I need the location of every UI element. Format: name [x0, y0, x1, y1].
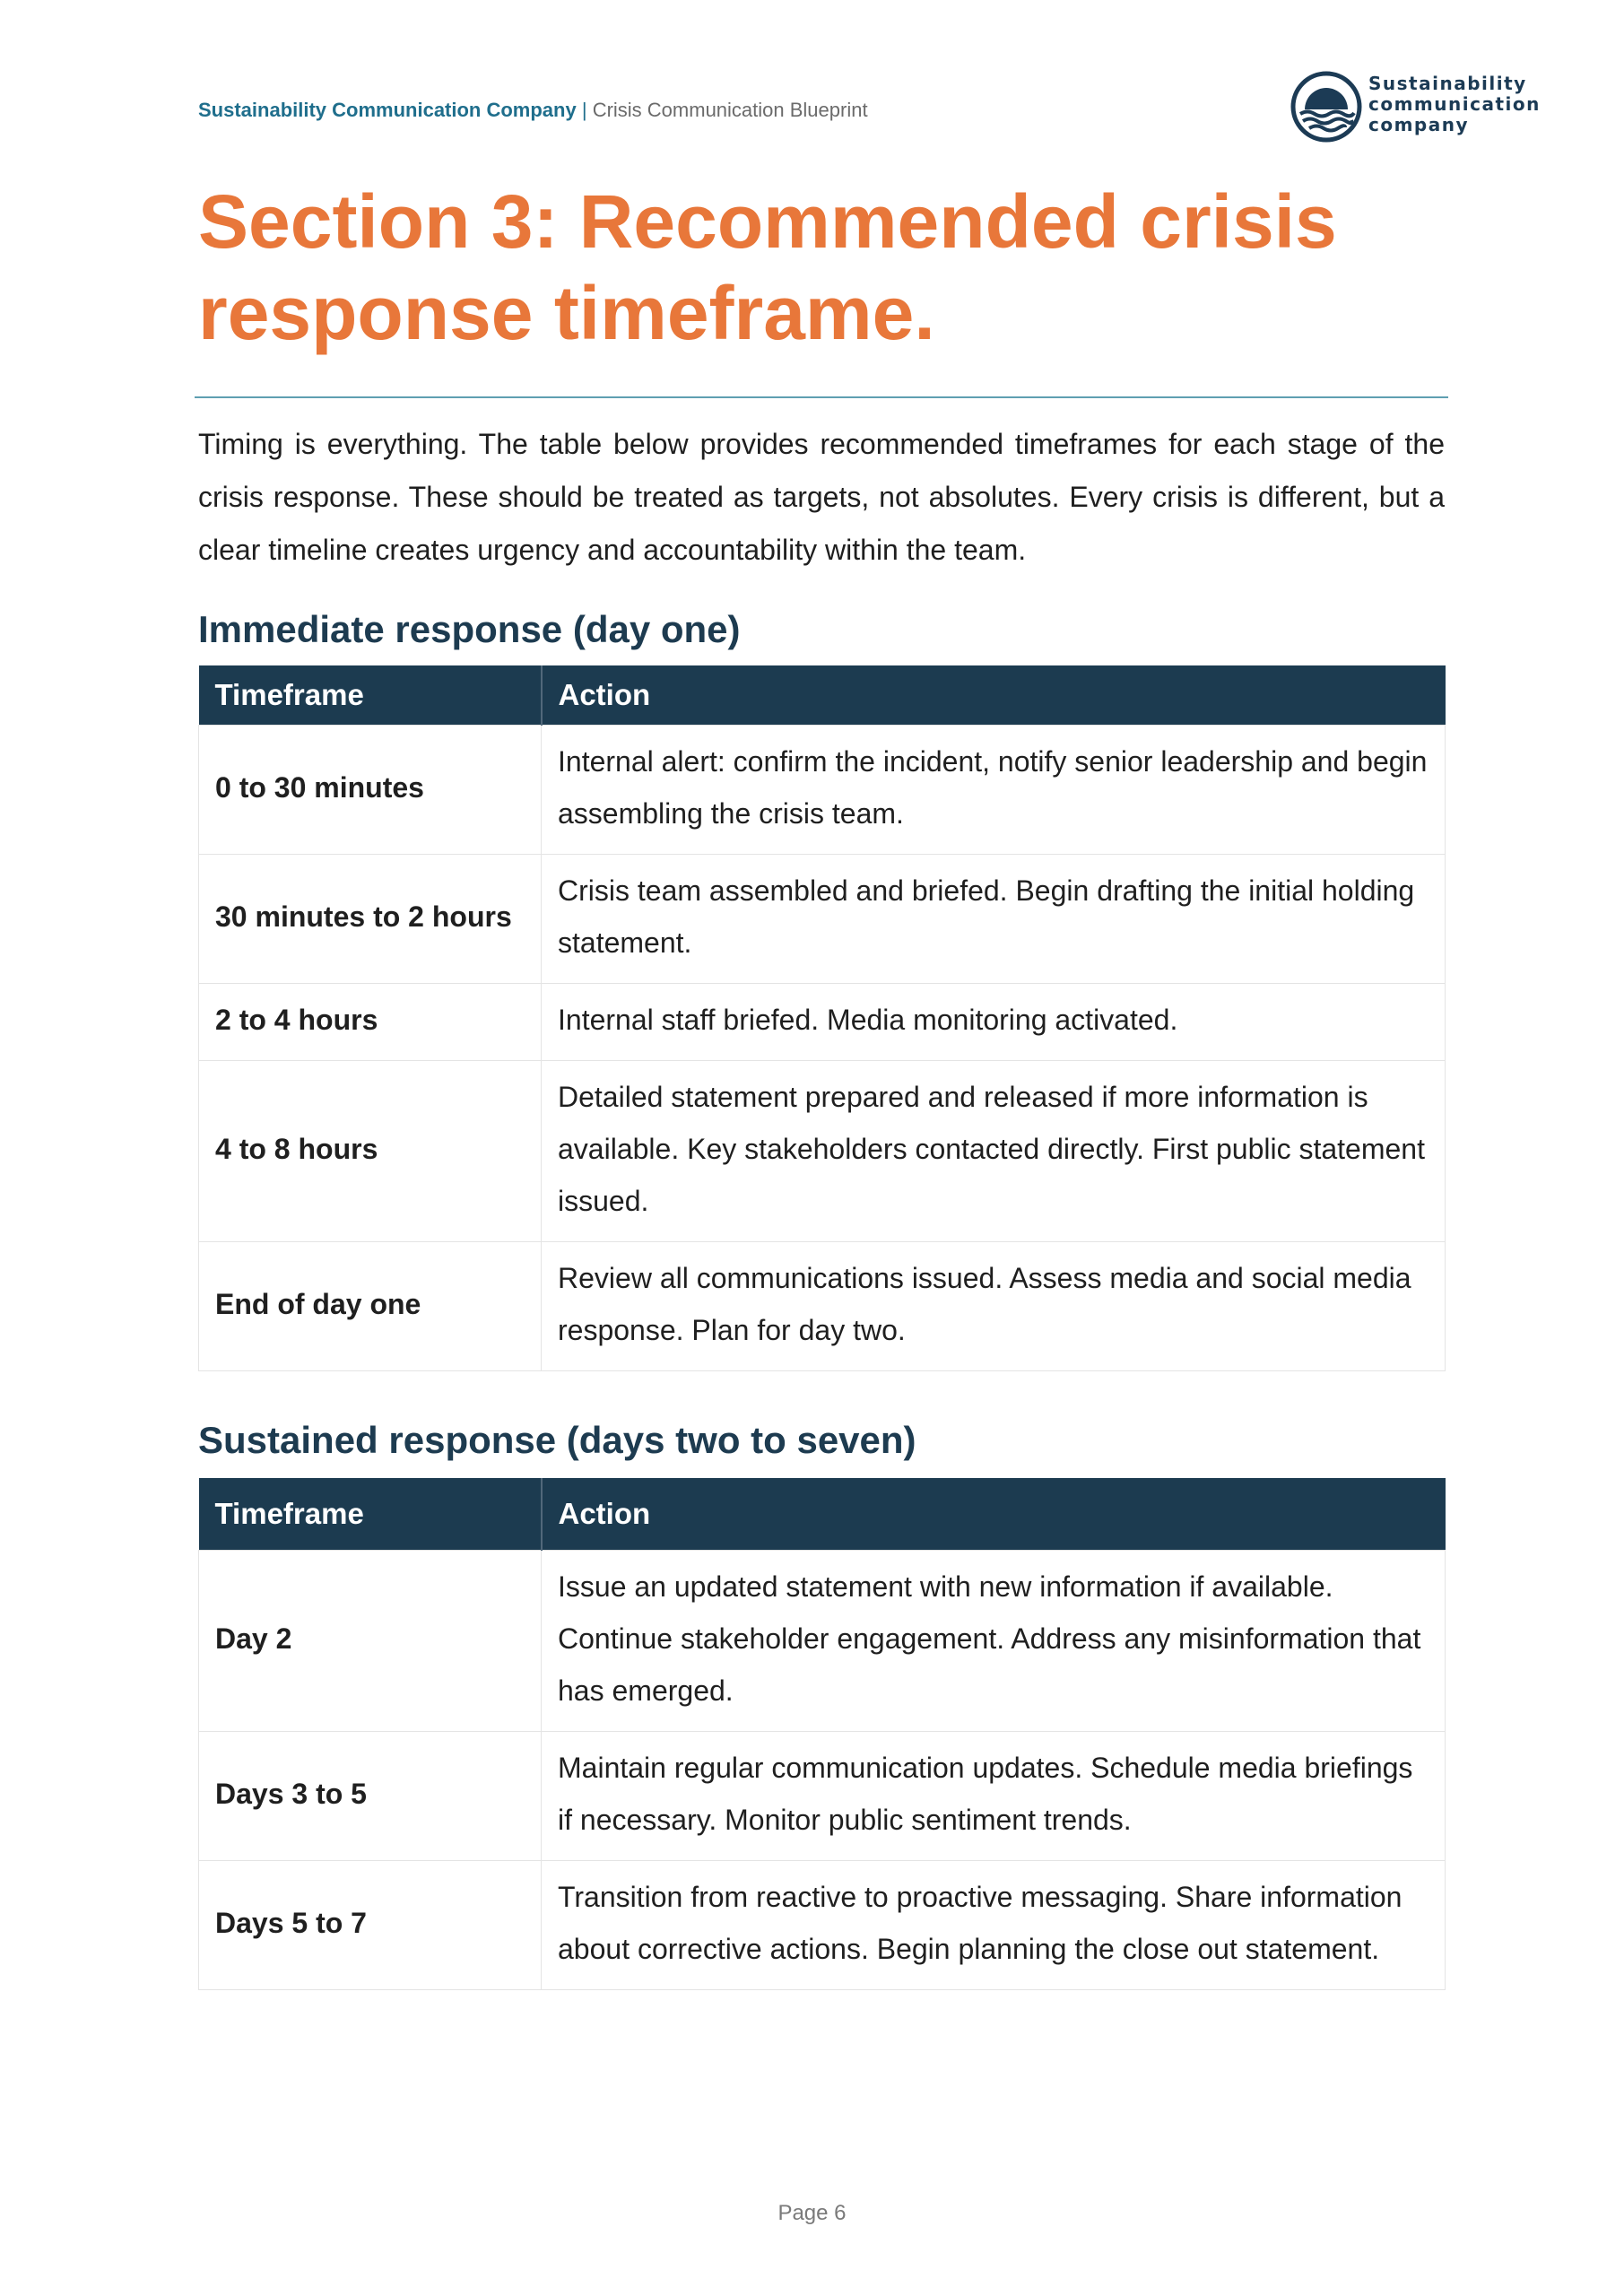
timeframe-cell: Day 2 — [199, 1551, 542, 1732]
section-heading-sustained: Sustained response (days two to seven) — [198, 1419, 916, 1461]
action-cell: Issue an updated statement with new information if available. Continue stakeholder engagement. Address any misinformation that has emerged. — [542, 1551, 1446, 1732]
running-header — [198, 99, 868, 122]
title-divider — [195, 396, 1448, 398]
table-row — [199, 855, 1446, 984]
column-header-action: Action — [542, 665, 1446, 726]
table-row — [199, 1242, 1446, 1371]
logo-wordmark — [1368, 74, 1541, 135]
action-cell: Internal alert: confirm the incident, notify senior leadership and begin assembling the crisis team. — [542, 726, 1446, 855]
header-separator: | — [581, 99, 587, 121]
table-row — [199, 1861, 1446, 1990]
action-cell: Crisis team assembled and briefed. Begin drafting the initial holding statement. — [542, 855, 1446, 984]
table-header-row — [199, 665, 1446, 726]
action-cell: Internal staff briefed. Media monitoring activated. — [542, 984, 1446, 1061]
timeframe-cell: 4 to 8 hours — [199, 1061, 542, 1242]
timeframe-cell: 30 minutes to 2 hours — [199, 855, 542, 984]
column-header-action: Action — [542, 1478, 1446, 1551]
action-cell: Detailed statement prepared and released if more information is available. Key stakeholders contacted directly. First public statement issued. — [542, 1061, 1446, 1242]
header-document-title: Crisis Communication Blueprint — [592, 99, 868, 121]
timeframe-cell: Days 3 to 5 — [199, 1732, 542, 1861]
column-header-timeframe: Timeframe — [199, 665, 542, 726]
table-row — [199, 1061, 1446, 1242]
action-cell: Maintain regular communication updates. Schedule media briefings if necessary. Monitor public sentiment trends. — [542, 1732, 1446, 1861]
page-number: Page 6 — [777, 2201, 847, 2225]
intro-paragraph: Timing is everything. The table below provides recommended timeframes for each stage of the crisis response. These should be treated as targets, not absolutes. Every crisis is different, but a clear timeline creates urgency and accountability within the team. — [198, 428, 1445, 566]
table-row — [199, 726, 1446, 855]
table-header-row — [199, 1478, 1446, 1551]
column-header-timeframe: Timeframe — [199, 1478, 542, 1551]
timeframe-cell: End of day one — [199, 1242, 542, 1371]
header-company: Sustainability Communication Company — [198, 99, 577, 121]
company-logo — [1290, 70, 1559, 145]
table-row — [199, 984, 1446, 1061]
logo-line: Sustainability — [1368, 73, 1527, 94]
immediate-response-table — [198, 665, 1446, 1371]
timeframe-cell: Days 5 to 7 — [199, 1861, 542, 1990]
timeframe-cell: 0 to 30 minutes — [199, 726, 542, 855]
timeframe-cell: 2 to 4 hours — [199, 984, 542, 1061]
sustained-response-table — [198, 1478, 1446, 1990]
table-row — [199, 1732, 1446, 1861]
action-cell: Review all communications issued. Assess media and social media response. Plan for day two. — [542, 1242, 1446, 1371]
logo-line: communication — [1368, 93, 1541, 115]
page-title: Section 3: Recommended crisis response timeframe. — [198, 179, 1337, 355]
action-cell: Transition from reactive to proactive messaging. Share information about corrective actions. Begin planning the close out statement. — [542, 1861, 1446, 1990]
sun-over-waves-logo-icon — [1290, 70, 1363, 144]
table-row — [199, 1551, 1446, 1732]
logo-line: company — [1368, 114, 1470, 135]
section-heading-immediate: Immediate response (day one) — [198, 608, 741, 650]
